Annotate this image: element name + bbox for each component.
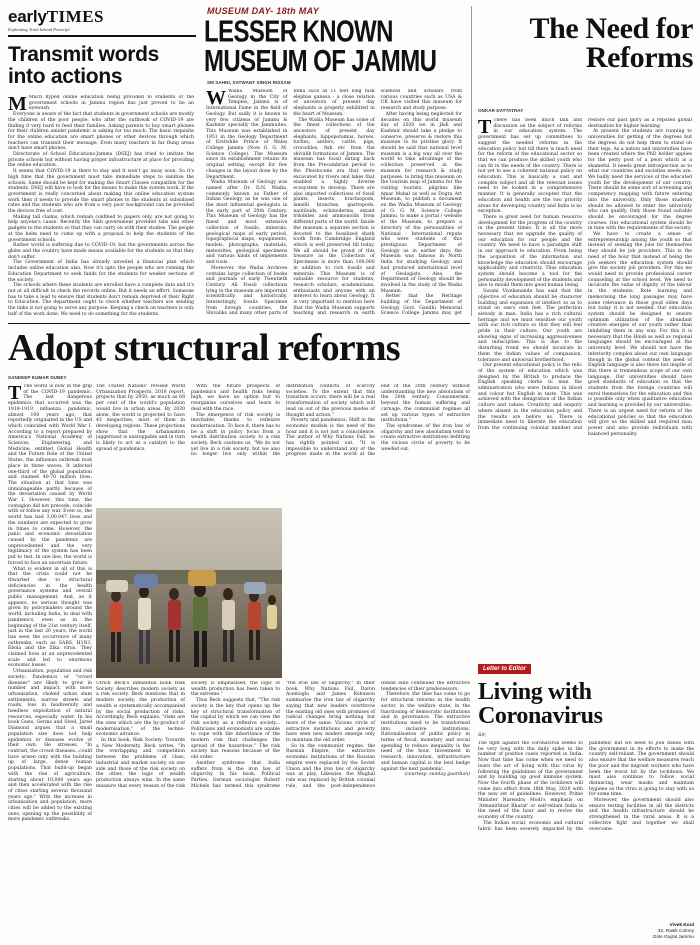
transmit-paragraph: M Much hyped online education being provided to students of the government schools in Jammu region has just proved to be an eyewash.	[8, 95, 194, 115]
adopt-upper-columns	[96, 384, 470, 506]
reforms-byline: ONKAR DATTATRAY	[478, 108, 524, 113]
reforms-article-body	[478, 118, 692, 638]
reforms-paragraph: Our present educational policy is the relic of the system of education which was designed by the British to produce the English speaking clerks to man the administration who were Indians in blood and colour but English in taste. This was achieved with the denigration of the Indian culture and values. Creativity and enquiry where absent in the education policy and the results are before us. There is immediate need to liberate the education from the continuing colonial mindset and restore our past glory as a reputed global destination for higher learning.	[478, 118, 692, 431]
transmit-paragraph: The schools where these students are enrolled have a complete data and it's not at all difficult to check the records online. But it needs an effort. Someone has to take a lead to ensure that students don't remain deprived of their Right to Education. The department ought to check whether teachers are sending the links is not going to serve any purpose. Keeping a check on teachers is only half of the work done. We need to do something for the students.	[8, 283, 194, 317]
museum-paragraph: Moreover, the Wadia Archives contains large collection of books and journals of early Twentieth Century. All Fossil collections lying in the museum are important scientifically and historically. Interestingly, fossils Specimen from foreign countries, the Shivaliks and many other parts of India such as 11 feet long tusk elephas ganesa - a close relation of ancestors of present day elephants is properly exhibited in the heart of Museum.	[206, 89, 375, 317]
letter-sign-address: 32, Rasik Colony	[657, 928, 694, 934]
letter-sign-address: Gole Gujral Jammu	[652, 934, 694, 940]
letter-paragraph: The fight against the coronavirus seems to be very long with the daily spike in the number of positive cases reported in India. Now that time has come when we need to learn the art of living with this virus by following the guidelines of the government and by building up good immune system. Now the fourth phase of the lockdown will come into effect from 18th May, 2020 with the new set of guidelines. However, Prime Minister Narendra Modi's emphasis on 'Atmanirbhar Bharat' or self-reliant India is the need of the hour and to revive the economy of the country.	[478, 741, 583, 821]
reforms-paragraph: There is great need for human resource development for the progress of the country in the present times. It is all the more necessary that we upgrade the quality of our education for our people and the country. We need to have a paradigm shift in our approach to education. From being the acquisition of the information and knowledge the education should encourage applicability and creativity. Thus education system should become a tool for the personality development of the students and also to mould them into good human being.	[478, 214, 582, 289]
adopt-paragraph: Therefore, the time has come to go for structural reforms in the health sector, in the welfare state, in the functioning of democratic institutions and in governance. The extractive institutions need to be transformed into inclusive institutions. Rationalisation of public policy in terms of fiscal, monetary and social spending to reduce inequality is the need of the hour. Investment in research, innovation, infrastructure and human capital is the best hedge against the next pandemic.	[381, 692, 470, 772]
adopt-paragraph: The syndromes of the iron law of oligarchy and new absolutism tend to create extractive institutions befitting the vicious circle of poverty to be weeded out.	[381, 423, 470, 452]
masthead-rule	[8, 35, 196, 37]
adopt-paragraph: So in the communist regime, the Russian Empire, the extractive economic institutions of the Russian empire were replaced by the Soviet Union and the iron law of oligarchy was at play. Likewise, the Mughal rule was replaced by British colonial rule, and the post-independence Indian elite continued the extractive tendencies of their predecessors.	[286, 681, 470, 789]
adopt-byline: SANDEEP KUMAR DUBEY	[8, 375, 67, 380]
section-rule	[8, 323, 470, 324]
museum-paragraph: Better that the Heritage building of the Department of Geology Govt. Gandhi Memorial Science College Jammu may get	[380, 294, 462, 317]
letter-sign-name: Vivek Koul	[669, 923, 694, 928]
reforms-paragraph: T There has been much talk and discussion on the subject of reforms in our education system. The government has set up committees to suggest the needed reforms in the education policy but till there is much need for the reform of the educational sector so that we can produce the skilled youth who can fit in the needs of the country. There is not yet to see a coherent national policy on education. This is basically a vast and complex subject and all the relevant issues need to be looked in a comprehensive manner. It is generally accepted that the education and health are the two priority areas for developing country and India is no exception.	[478, 118, 582, 215]
letter-salutation: Sir,	[478, 732, 487, 738]
adopt-paragraph: What is evident in all of this is that the crisis could not be thwarted due to structural deficiencies in the health governance systems and overall public management. And, as it appears, no serious thought was given by policymakers around the world, including India, to deal with pandemics, even as in the beginning of the 21st century itself, just in the last 20 years, the world has seen the occurrence of many outbreaks, such as SARS, H1N1, Ebola and the Zika virus. They claimed lives at an unprecedented scale and led to enormous economic losses.	[8, 566, 92, 669]
adopt-paragraph: Poverty and pandemics: Shift in the economic models is the need of the hour and it is not just a coincidence. The author of Why Nations Fail, he has rightly pointed out, "It is impossible to understand any of the progress made in the world at the end of the 20th century without understanding the new absolutism of the 20th century. Consumerism, beyond the human suffering and carnage, the communist regimes all set up various types of extractive institutions."	[286, 384, 470, 458]
transmit-headline: Transmit words into actions	[8, 43, 160, 88]
transmit-paragraph: Making tall claims, which remain confined to papers only, are not going to help anyone's cause. Recently the Sikh government provided tabs and other gadgets to the students so that they can carry on with their studies. The people at the helm need to come up with a proposal to help the students of the government schools.	[8, 214, 194, 243]
museum-kicker: MUSEUM DAY- 18th MAY	[207, 6, 320, 16]
masthead	[8, 8, 196, 32]
tagline: Explaining Truth behind Powerful	[8, 27, 70, 32]
museum-paragraph: W Wadia Museum of Geology in the City of Temples, Jammu is of International Fame in the field of Geology. But sadly it is known to very few citizens of Jammu & Kashmir specially the Jammuites. This Museum was established in 1951 in the Geology Department of Erstwhile Prince of Wales College Jammu (Now G. G. M. Science College). The Museum since its establishment retains its original setting, except for few changes in the layout done by the Department.	[206, 89, 288, 180]
reforms-paragraph: At present the students are running to universities for getting of the degrees but the degrees do not help them to stand on their legs. As a nation and universities have been created where the PhD holder applies for the petty post of a peon which is a shameful. It needs great introspection as to what our countries and societies needs are. We badly need the services of the educated youth for the development of our country. There should be some sort of screening and competency mapping with future entering into the university. Only those students should be allowed to enter the university who can qualify. Only those found suitable should be encouraged for the degree courses. Our educational system should be in tune with the requirements of the society.	[588, 129, 692, 232]
adopt-courtesy: (courtesy: sunday guardian)	[404, 772, 470, 778]
adopt-paragraph: Urbanisation, population and risk society: Pandemics or "crowd diseases" are likely to grow in number and impact, with more urbanisation, choked urban slum settlements, narrow streets and roads, loss in biodiversity and heedless exploitation of natural resources, especially water. In his book Guns, Germs and Steel, Jared Diamond argues that a small population size does not help epidemics or diseases evolve of their own. He stresses, "In contrast, the crowd diseases...could have arisen only with the building up of large, dense human populations. That build-up began with the rise of agriculture, starting about 10,000 years ago and then accelerated with the rise of cities starting several thousand years ago." With the increase in urbanisation and population, more cities will be added to the existing ones, opening up the possibility of more pandemic outbreaks.	[8, 669, 92, 823]
drop-cap: T	[478, 118, 492, 138]
adopt-paragraph: The United Nations' revised World Urbanization Prospects, 2018 report, projects that by 2050, as much as 68 per cent of the world's population would live in urban areas. By 2030 alone, the world is projected to have 43 megacities, most of them in developing regions. These projections show that the urbanisation juggernaut is unstoppable and in turn is likely to act as a catalyst to the spread of pandemics.	[96, 384, 185, 452]
letter-to-editor-tag: Letter to Editor	[478, 664, 531, 674]
transmit-paragraph: Everyone is aware of the fact that students in government schools are mostly the children of the poor people, who after the outbreak of COVID-19 are finding it very hard to feed their families. Asking parents to buy smart phones for their children amidst pandemic is asking for too much. The basic requisite for the online education are smart phones or other devices through which teachers can transmit their message. Even many teachers in far flung areas don't have smart phones.	[8, 112, 194, 152]
adopt-paragraph: Another syndrome that India suffers from is the iron law of oligarchy. In his book, Political Parties, German sociologist Robert Michels has termed this syndrome "the iron law of oligarchy." In their book, Why Nations Fail, Daron Acemoglu and James Robinson summarise the iron law of oligarchy saying that new leaders overthrow the existing old ones with promises of radical changes bring nothing but more of the same. Vicious circle of extractive institutions and poverty have seen new leaders emerge only to maintain the old order.	[191, 681, 375, 789]
letter-to-editor	[478, 655, 694, 939]
transmit-paragraph: Directorate of School Educations-Jammu (DSEJ) has tried to imitate the private schools but without having proper infrastructure at place for providing the online education.	[8, 152, 194, 169]
early-times-logo	[8, 8, 196, 26]
reforms-headline: The Need for Reforms	[529, 12, 693, 74]
museum-paragraph: After having being neglected for decades on this world museum day of 2020 we in J&K and Kashmir should take a pledge to conserve, preserve & restore this museum to its pristine glory. It should be said that national level museum is a big way all over the world to take advantage of the collection preserved in the museum for research & study purposes, to bring this museum on the tourism map of Jammu for the visiting tourists, pilgrims like Amar Mahal as well as Dogra Art Museum, to publish a document on the Wadia Museum of Geology of G. G. M. Science College Jammu, to make a portal / website of the Museum, to prepare a directory of the personalities of National - International repute who were students of this prestigious Department of Geology as in earlier days the Museum was famous in North India for studying Geology and had produced international level of Geologists. Also, the Department of Geology should be involved in the study of the Wadia Museum.	[380, 111, 462, 294]
transmit-paragraph: The Government of India has already unveiled a financial plan which includes online education also. Now it's upto the people who are running the Education Department to seek funds for the students for weaker sections of the society.	[8, 260, 194, 283]
drop-cap: M	[8, 95, 27, 115]
adopt-paragraph: The emergence of risk society is inevitable, thanks to reflexive modernisation. To face it, there has to be a shift in policy focus from a wealth distribution society to a risk society. Beck cautions us, "We do not yet live in a risk society, but we also no longer live only within the distribution conflicts of scarcity societies. To the extent that this transition occurs, there will be a real transformation of society which will lead us out of the previous modes of thought and action."	[191, 384, 375, 458]
letter-body	[478, 741, 694, 921]
transmit-paragraph: It seems that COVID-19 is there to stay and it won't go away soon. So it's high time that the government must take immediate steps to sanitise the schools. Same should be kept for making the Smart Classes compatible for the students. DSEJ will have to look for the means to make this system work. If the government is really concerned about making this online education system work then it needs to provide the smart phones to the students at subsidised rates and the students who are from a very poor background can be provided the devices free of cost.	[8, 169, 194, 215]
column-divider	[471, 6, 472, 316]
adopt-paragraph: In this book, Risk Society: Towards a New Modernity, Beck writes, "In the overlapping and competition between the problems of class, industrial and market society on one side and those of the risk society on the other, the logic of wealth production always wins. In the same measure that every reason of the risk society is emphasised, the logic of wealth production has been taken to the extreme."	[96, 681, 280, 789]
letter-signature	[478, 923, 694, 940]
reforms-paragraph: Swami Vivekananda has said that the objective of education should be character building and expansion of intellect so as to stand on one's own feet. The perfection already in man. India has a rich cultural heritage and we must sensitise our youth with our rich culture so that they will feel pride in their culture. Our youth are showing signs of increasing aggressiveness and indiscipline. This is due to the disturbing trend we should inculcate in them the Indian values of compassion, tolerance and universal brotherhood.	[478, 289, 582, 363]
drop-cap: T	[8, 384, 22, 404]
letter-headline: Living with Coronavirus	[478, 679, 603, 729]
adopt-paragraph: T The world is now in the grip of the COVID-19 pandemic. The last dangerous epidemics that occurred was the 1918-1919 influenza pandemic, almost 100 years ago, that reportedly originated in the US and which coincided with World War I. According to a report prepared by America's National Academy of Sciences, Engineering, and Medicine, entitled Global Health and the Future Role of the United States, the influenza outbreak took place in three waves. It infected one-third of the global population and claimed 40-70 million lives. The situation at that time was unmanageable partly because of the devastation caused by World War I. However, this time, the contagion did not precede, coincide with or follow any war. Even so, the world has had 3,00,047 lives and the numbers are expected to grow in times to come. However, the panic and economic devastation caused by the pandemic are unprecedented and the very legitimacy of the system has been put to test. In one line, the world is forced to face an uncertain future.	[8, 384, 92, 566]
museum-byline: SM SAHNI, SATWANT SINGH RISSAM	[207, 80, 291, 85]
letter-paragraph: Moreover, the government should also ensure testing facilities in all the districts and the health infrastructure should be strengthened in the rural areas. It is a collective fight and together we shall overcome.	[589, 798, 694, 832]
museum-paragraph: Wadia Museum of Geology was named after Dr. D.N. Wadia, commonly known as Father of Indian Geology, as he was one of the most influential geologists in the early part of 20th Century. This Museum of Geology has the finest and most extensive collection of fossils, minerals, geological maps of early period, topographical maps, equipments, models, photographs, materials, meteorites, geological specimens and various kinds of implements and tools.	[206, 180, 288, 266]
adopt-paragraph: Ulrich Beck's influential book Risk Society, describes modern society as a risk society. Beck mentions that in modern society, the production of wealth is systematically accompanied by the social production of risks. Accordingly, Beck explains, "risks are the ones which are the by-product of modernisation," of the techno-economic advance.	[96, 681, 185, 738]
museum-article-body	[206, 89, 462, 321]
adopt-lower-columns	[96, 681, 470, 941]
drop-cap: W	[206, 89, 226, 109]
migrant-workers-photo-illustration	[96, 508, 282, 678]
adopt-headline: Adopt structural reforms	[8, 327, 400, 369]
logo-caps: TIMES	[46, 7, 104, 26]
logo-lead: early	[8, 7, 47, 26]
transmit-paragraph: Rather world is suffering due to COVID-19, but the governments across the globe and the country have made means available for the students so that they don't suffer.	[8, 243, 194, 260]
adopt-paragraph: Thus Beck suggests that, "The risk society is the key that opens up the key of structural transformation of the capital by which we can view the risk society as a reflexive society... Politicians and economists are unable to cope with the inheritance of the modern risk that challenges the spread of the hazardous." The risk society has reasons because of the old order.	[191, 698, 280, 761]
adopt-paragraph: With the future prospects of pandemics and health risks being high, we have no option but to reorganise ourselves and learn to deal with the race.	[191, 384, 280, 412]
adopt-first-column	[8, 384, 92, 940]
letter-paragraph: The Indian social, economic and cultural fabric has been severely impacted by the pandemic but we need to join hands with the government in its efforts to make the country self-reliant. The government should also ensure that the welfare measures reach the poor and the migrant workers who have been the worst hit by the lockdown. We must also continue to follow social distancing, wear masks and maintain hygiene as the virus is going to stay with us for some time.	[478, 741, 694, 832]
migrant-workers-photo	[96, 508, 282, 678]
reforms-paragraph: We have to create a sense of entrepreneurship among the youth so that instead of seeking the jobs for themselves they should be job providers. This is the need of the hour that instead of being the job seekers the education system should give the society job providers. For this we would need to provide professional career counseling at the school level. We need to inculcate the value of dignity of the labour in the students. Rote learning and memorising the long passages may have some relevance in those good olden days but today it is not needed. Our education system should be designed to ensure optimum utilization of the abundant creative energies of our youth rather than inhibiting them in any way. For this it is necessary that the Hindi as well as regional languages should be encouraged at the university level. We should not have the inferiority complex about our own language though in the global context the need of English language is also there but inspite of this there is tremendous scope of our own language. Our universities should have good standards of education so that the students from the foreign countries will enrol themselves for the education and this is possible only when qualitative education and learning is provided by our universities. There is an urgent need for reform of the educational policies so that the education will give us the skilled and required man power and also provide individuals with balanced personality.	[588, 232, 692, 437]
museum-headline: LESSER KNOWN MUSEUM OF JAMMU	[204, 14, 437, 79]
museum-paragraph: The Wadia Museum has some of the finest collections of the ancestors of present day elephants, hippopotamus, horses, turtles, antlers, cattle, pigs, crocodiles, fish etc from the shivalik formations of Jammu. The museum has fossil dating back from the Precambrian period to the Pleistocene era that were excavated by rivers and lakes that enabled a highly diverse ecosystem to develop. There are also imported collections of fossil plants, insects, brachiopods, lamelli branches, gastropods, nautiloids, echinoderms, extant trilobites and ammonoids from different parts of the world. Inside the museum a separate section is devoted to the fossilized shark tooth from Cambridge England which is well preserved till today. We all should be proud of this treasure as the Collection of Specimens is more than 100,000 in addition to rich fossils and minerals. This Museum is of valuable resource for students, research scholars, academicians, enthusiasts and anyone with an interest to learn about Geology. It is very important to mention here that the Wadia Museum supports teaching and research in earth sciences and scholars from various countries such as USA & UK have visited this museum for research and study purpose.	[293, 89, 462, 317]
